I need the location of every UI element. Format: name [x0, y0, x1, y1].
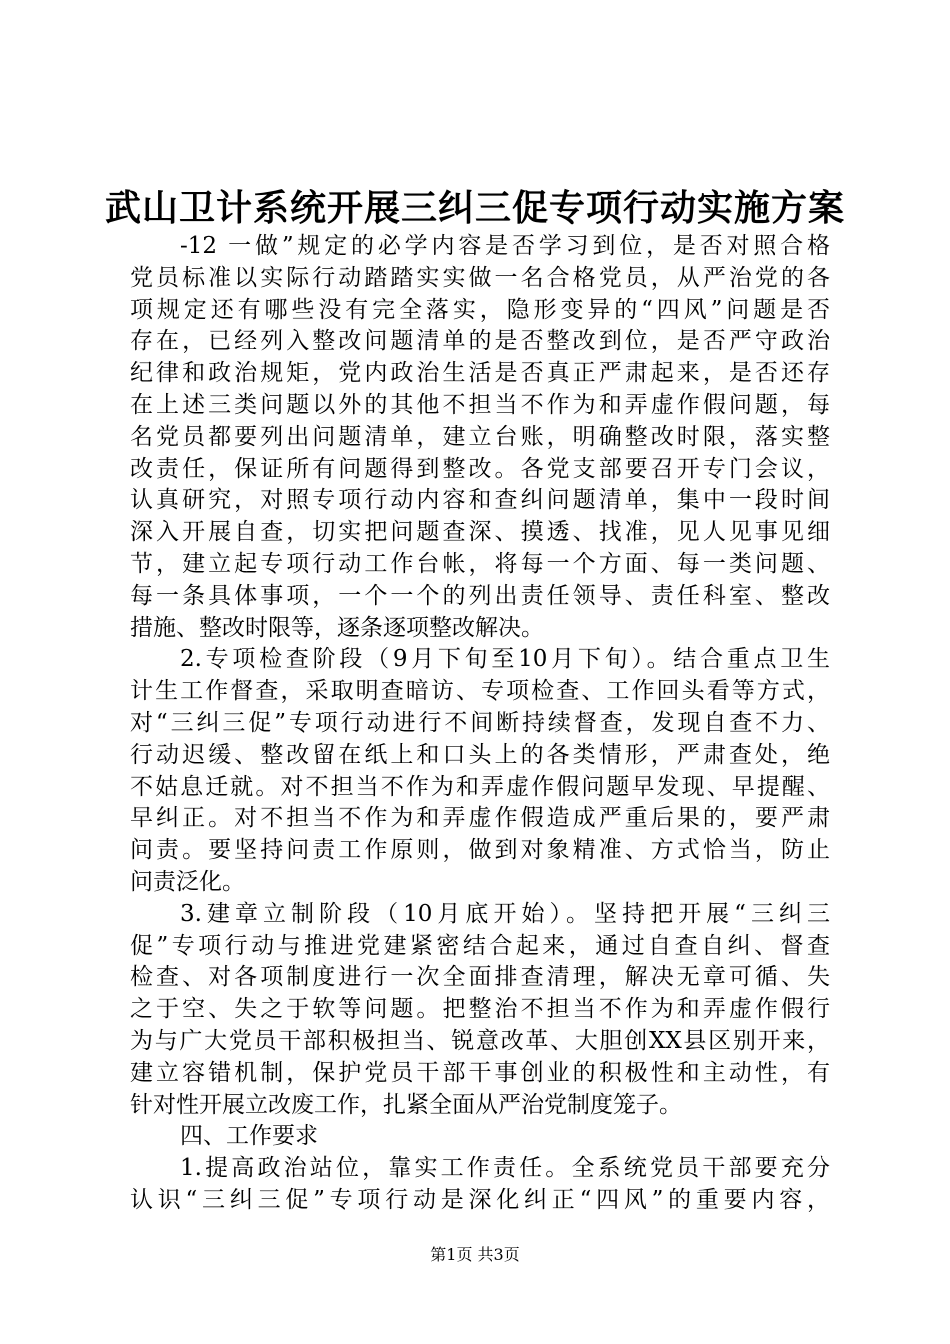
body-line: 检查、对各项制度进行一次全面排查清理，解决无章可循、失: [130, 964, 830, 991]
body-line: 每一条具体事项，一个一个的列出责任领导、责任科室、整改: [130, 582, 830, 609]
body-line: 纪律和政治规矩，党内政治生活是否真正严肃起来，是否还存: [130, 360, 830, 387]
body-line: 1.提高政治站位，靠实工作责任。全系统党员干部要充分: [180, 1155, 830, 1182]
body-line: 深入开展自查，切实把问题查深、摸透、找准，见人见事见细: [130, 519, 830, 546]
body-line: 问责。要坚持问责工作原则，做到对象精准、方式恰当，防止: [130, 837, 830, 864]
body-line: 对“三纠三促”专项行动进行不间断持续督查，发现自查不力、: [130, 709, 830, 736]
body-line: 为与广大党员干部积极担当、锐意改革、大胆创XX县区别开来，: [130, 1027, 830, 1054]
body-line: 名党员都要列出问题清单，建立台账，明确整改时限，落实整: [130, 423, 830, 450]
body-line: 存在，已经列入整改问题清单的是否整改到位，是否严守政治: [130, 328, 830, 355]
body-line: 节，建立起专项行动工作台帐，将每一个方面、每一类问题、: [130, 550, 830, 577]
body-line: 不姑息迁就。对不担当不作为和弄虚作假问题早发现、早提醒、: [130, 773, 830, 800]
body-line: 党员标准以实际行动踏踏实实做一名合格党员，从严治党的各: [130, 264, 830, 291]
body-line: 针对性开展立改废工作，扎紧全面从严治党制度笼子。: [130, 1091, 682, 1118]
body-line: 认真研究，对照专项行动内容和查纠问题清单，集中一段时间: [130, 487, 830, 514]
document-title: 武山卫计系统开展三纠三促专项行动实施方案: [104, 188, 845, 229]
document-body: [130, 231, 830, 1217]
body-line: 建立容错机制，保护党员干部干事创业的积极性和主动性，有: [130, 1059, 830, 1086]
body-line: -12 一做”规定的必学内容是否学习到位，是否对照合格: [180, 233, 830, 259]
body-line: 认识“三纠三促”专项行动是深化纠正“四风”的重要内容，: [130, 1186, 830, 1213]
body-line: 之于空、失之于软等问题。把整治不担当不作为和弄虚作假行: [130, 996, 830, 1023]
section-heading: 四、工作要求: [180, 1123, 318, 1150]
body-line: 促”专项行动与推进党建紧密结合起来，通过自查自纠、督查: [130, 932, 830, 959]
body-line: 2.专项检查阶段（9月下旬至10月下旬）。结合重点卫生: [180, 646, 830, 673]
body-line: 项规定还有哪些没有完全落实，隐形变异的“四风”问题是否: [130, 296, 830, 323]
page-number-footer: 第1页 共3页: [430, 1245, 520, 1264]
body-line: 行动迟缓、整改留在纸上和口头上的各类情形，严肃查处，绝: [130, 741, 830, 768]
body-line: 计生工作督查，采取明查暗访、专项检查、工作回头看等方式，: [130, 678, 830, 705]
body-line: 改责任，保证所有问题得到整改。各党支部要召开专门会议，: [130, 455, 830, 482]
body-line: 早纠正。对不担当不作为和弄虚作假造成严重后果的，要严肃: [130, 805, 830, 832]
body-line: 在上述三类问题以外的其他不担当不作为和弄虚作假问题，每: [130, 391, 830, 418]
body-line: 措施、整改时限等，逐条逐项整改解决。: [130, 614, 544, 641]
body-line: 3.建章立制阶段（10月底开始）。坚持把开展“三纠三: [180, 900, 830, 927]
body-line: 问责泛化。: [130, 868, 245, 895]
